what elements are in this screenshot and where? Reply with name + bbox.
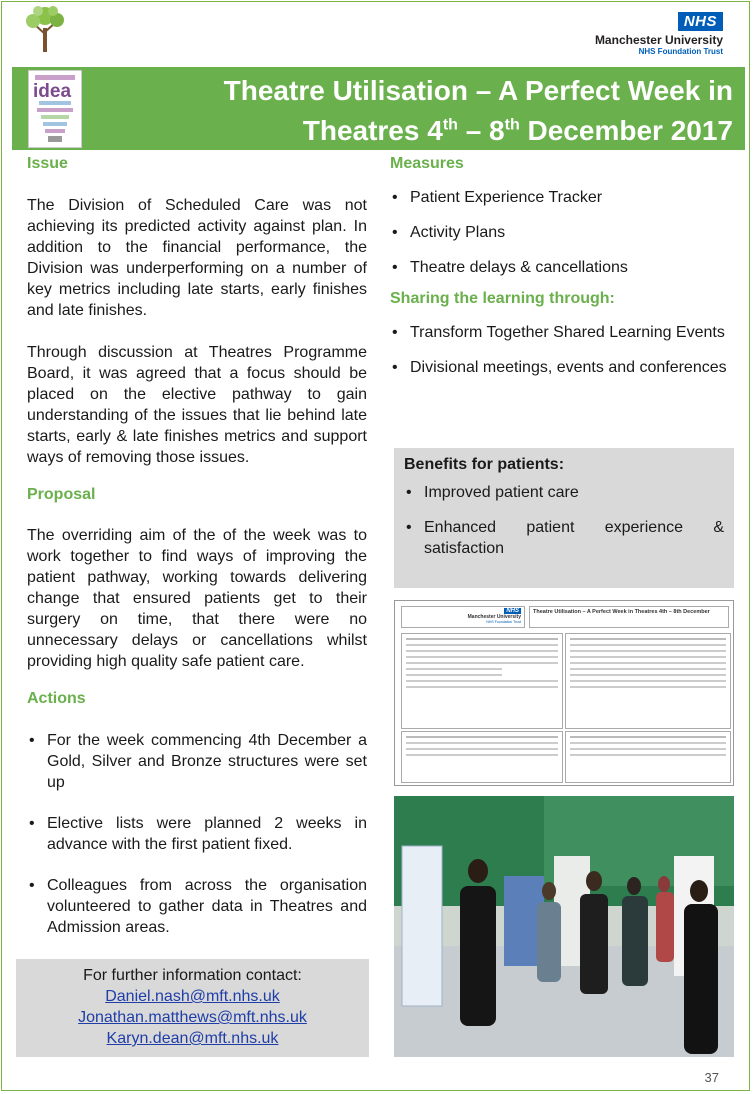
page-title (224, 71, 733, 151)
org-name: Manchester University (594, 33, 723, 47)
thumb-trust: NHS Foundation Trust (486, 620, 521, 624)
thumb-nhs: NHS (506, 608, 519, 614)
sharing-heading: Sharing the learning through: (390, 290, 615, 307)
proposal-heading: Proposal (27, 486, 96, 503)
list-item: • Enhanced patient experience & satisfaction (404, 517, 724, 559)
issue-para-2: Through discussion at Theatres Programme Board, it was agreed that a focus should be placed on the elective pathway to gain understanding of the issues that lie behind late starts, early & late finishes metrics and support ways of removing those issues. (27, 344, 367, 466)
poster-thumbnail (394, 600, 734, 786)
idea-image (28, 70, 82, 148)
title-sup: th (504, 116, 520, 134)
list-item: • Activity Plans (390, 222, 735, 243)
title-part: Theatres 4 (302, 115, 443, 146)
left-column (27, 155, 367, 938)
thumb-panel-output (565, 633, 731, 729)
issue-heading: Issue (27, 155, 68, 172)
benefits-box (394, 448, 734, 588)
sharing-list (390, 322, 735, 378)
email-link-karyn[interactable]: Karyn.dean@mft.nhs.uk (106, 1030, 279, 1047)
list-item: • For the week commencing 4th December a Gold, Silver and Bronze structures were set up (27, 730, 367, 793)
thumb-panel-aim (401, 731, 563, 783)
benefits-list (404, 482, 724, 559)
actions-heading: Actions (27, 690, 86, 707)
actions-list (27, 730, 367, 938)
list-item: • Transform Together Shared Learning Events (390, 322, 735, 343)
measures-list (390, 187, 735, 278)
thumb-org: Manchester University (467, 614, 521, 620)
page-number: 37 (704, 1070, 719, 1085)
title-line-2 (224, 111, 733, 151)
thumb-panel-description (401, 633, 563, 729)
event-photo (394, 796, 734, 1057)
title-line-1: Theatre Utilisation – A Perfect Week in (223, 75, 733, 106)
thumb-panel-action (565, 731, 731, 783)
list-item: • Improved patient care (404, 482, 724, 503)
tree-logo-icon (22, 4, 68, 54)
list-item: • Theatre delays & cancellations (390, 257, 735, 278)
list-item: • Divisional meetings, events and conferences (390, 357, 735, 378)
issue-para-1: The Division of Scheduled Care was not achieving its predicted activity against plan. In addition to the financial performance, the Division was underperforming on a number of key metrics including late starts, early finishes and late finishes. (27, 197, 367, 319)
benefits-heading: Benefits for patients: (404, 456, 565, 473)
contact-box (16, 959, 369, 1057)
email-link-jonathan[interactable]: Jonathan.matthews@mft.nhs.uk (78, 1009, 307, 1026)
nhs-logo: NHS (678, 12, 723, 31)
nhs-trust-logo (595, 12, 723, 56)
email-link-daniel[interactable]: Daniel.nash@mft.nhs.uk (105, 988, 280, 1005)
title-sup: th (442, 116, 458, 134)
list-item: • Elective lists were planned 2 weeks in advance with the first patient fixed. (27, 813, 367, 855)
thumb-title: Theatre Utilisation – A Perfect Week in Theatres 4th – 8th December (529, 606, 729, 628)
title-part: – 8 (457, 115, 505, 146)
title-part: December 2017 (519, 115, 733, 146)
measures-heading: Measures (390, 155, 464, 172)
idea-word: idea (33, 81, 72, 102)
contact-label: For further information contact: (83, 967, 302, 984)
right-column (390, 155, 735, 378)
proposal-para: The overriding aim of the of the week was to work together to find ways of improving the patient pathway, working towards delivering change that ensured patients get to their surgery on time, that there were no unnecessary delays or cancellations whilst providing high quality safe patient care. (27, 527, 367, 670)
trust-name: NHS Foundation Trust (638, 47, 723, 56)
thumb-logo (401, 606, 525, 628)
list-item: • Colleagues from across the organisation volunteered to gather data in Theatres and Admission areas. (27, 875, 367, 938)
list-item: • Patient Experience Tracker (390, 187, 735, 208)
